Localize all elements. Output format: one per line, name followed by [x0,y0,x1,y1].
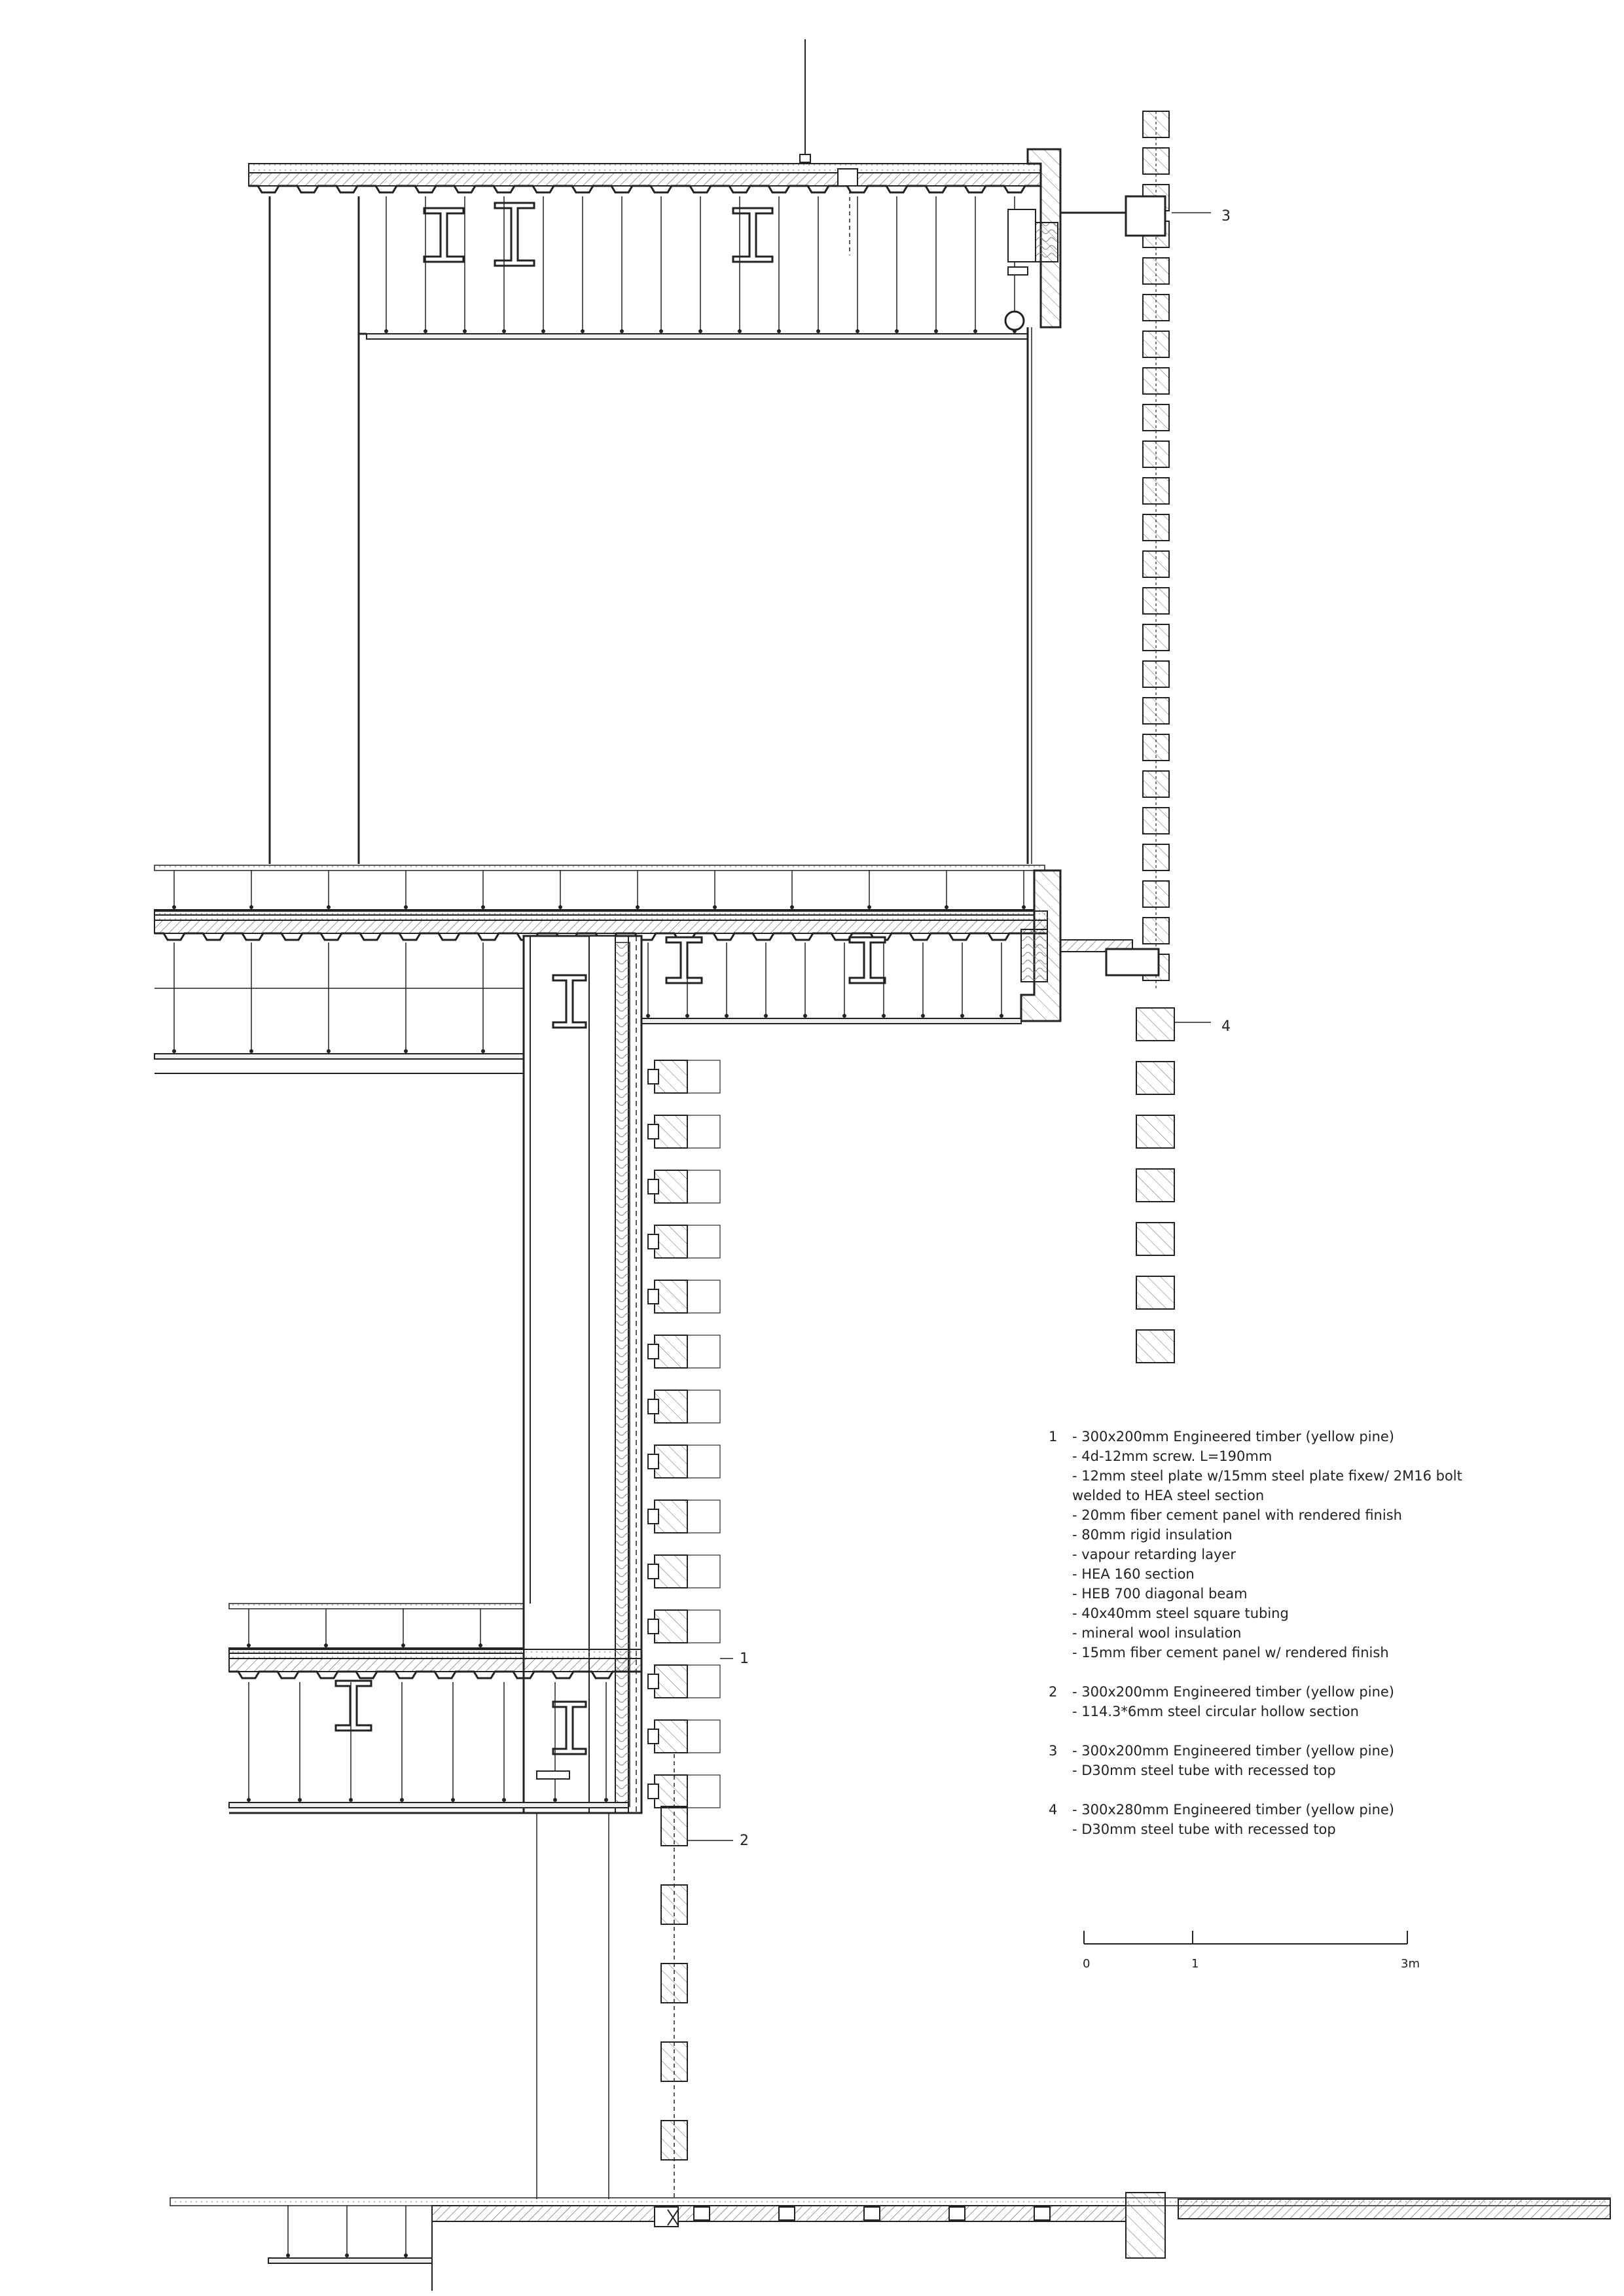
timber-louvre-lower [655,1555,687,1588]
roof-slab [249,164,1041,192]
hanger-clip [451,1798,455,1802]
ground-anchor [655,2207,678,2227]
louvre-ghost [687,1665,720,1698]
hanger-clip [698,329,702,333]
hanger-clip [777,329,781,333]
ceiling-board [268,2258,432,2263]
roof-beam-1 [424,208,463,262]
louvre-plate [648,1564,659,1579]
hanger-clip [401,1643,405,1647]
edge-channel [1008,209,1036,262]
ground-terrace [1178,2199,1610,2219]
hanger-clip [172,1049,176,1053]
louvre-ghost [687,1335,720,1368]
louvre-ghost [687,1445,720,1478]
hanger-clip [790,905,794,909]
hanger-clip [404,905,408,909]
louvre-bracket-4 [1106,949,1159,975]
note-line: - 4d-12mm screw. L=190mm [1072,1448,1272,1464]
note-number: 1 [1049,1429,1058,1444]
hanger-clip [973,329,977,333]
roof-joint [838,169,857,186]
timber-louvre-lower [655,1060,687,1093]
note-2 [1049,1682,1481,1721]
hanger-clip [249,905,253,909]
louvre-plate [648,1399,659,1414]
ceiling-board [628,1018,1021,1024]
steel-deck [249,186,1041,192]
hanger-clip [481,905,485,909]
floor-finish [229,1649,641,1659]
hanger-clip [738,329,742,333]
louvre-ghost [687,1500,720,1533]
timber-louvre-lower [655,1335,687,1368]
note-line: - 40x40mm steel square tubing [1072,1605,1289,1621]
hanger-clip [400,1798,404,1802]
louvre-plate [648,1729,659,1744]
hanger-clip [921,1014,925,1018]
louvre-plate [648,1234,659,1249]
louvre-ghost [687,1610,720,1643]
hanger-clip [247,1643,251,1647]
note-line: - 300x200mm Engineered timber (yellow pine) [1072,1429,1395,1444]
hanger-clip [960,1014,964,1018]
ground-edge [1126,2193,1165,2258]
louvre-plate [648,1179,659,1194]
hanger-clip [324,1643,328,1647]
mid-soffit [628,942,1021,1024]
hanger-clip [481,1049,485,1053]
hanger-clip [298,1798,302,1802]
ground-pedestal [1034,2207,1050,2220]
louvre-plate [648,1344,659,1359]
note-1 [1049,1427,1481,1662]
timber-louvre-screen [648,111,1174,2199]
hanger-clip [646,1014,650,1018]
note-line: welded to HEA steel section [1072,1488,1265,1503]
lower-beam [336,1681,371,1731]
building-structure [154,39,1610,2291]
core-insulation [615,942,630,1806]
hanger-clip [558,905,562,909]
hanger-clip [816,329,820,333]
roof-ceiling [367,196,1028,339]
hanger-clip [636,905,640,909]
note-number: 3 [1049,1743,1058,1759]
hanger-clip [803,1014,807,1018]
ceiling-board [154,1054,530,1059]
hanger-clip [842,1014,846,1018]
note-line: - mineral wool insulation [1072,1625,1242,1641]
timber-louvre-ground [661,2042,687,2081]
hanger-clip [882,1014,886,1018]
louvre-plate [648,1124,659,1139]
note-line: - 300x200mm Engineered timber (yellow pine) [1072,1684,1395,1700]
hanger-clip [541,329,545,333]
concrete-topping [154,920,1047,933]
note-line: - 15mm fiber cement panel w/ rendered finish [1072,1645,1389,1660]
note-line: - D30mm steel tube with recessed top [1072,1763,1336,1778]
note-line: - 12mm steel plate w/15mm steel plate fixew/ 2M16 bolt [1072,1468,1462,1484]
hanger-clip [895,329,899,333]
hanger-clip [713,905,717,909]
scale-label-3m: 3m [1401,1957,1420,1971]
note-3 [1049,1741,1481,1780]
louvre-plate [648,1454,659,1469]
scale-bar [1084,1931,1407,1944]
callout-label-3: 3 [1221,208,1231,224]
note-line: - 80mm rigid insulation [1072,1527,1233,1543]
hanger-clip [620,329,624,333]
louvre-ghost [687,1720,720,1753]
note-line: - HEB 700 diagonal beam [1072,1586,1248,1602]
ground-pedestal [949,2207,965,2220]
ceiling-board [367,334,1028,339]
louvre-plate [648,1289,659,1304]
timber-louvre-lower [655,1665,687,1698]
edge-plate [1008,267,1028,275]
louvre-ghost [687,1225,720,1258]
louvre-plate [648,1509,659,1524]
hanger-clip [934,329,938,333]
timber-louvre-large [1136,1008,1174,1041]
note-number: 2 [1049,1684,1058,1700]
callout-label-4: 4 [1221,1018,1231,1035]
louvre-ghost [687,1280,720,1313]
mid-edge-insulation [1021,929,1047,982]
note-line: - 20mm fiber cement panel with rendered finish [1072,1507,1402,1523]
timber-louvre-lower [655,1610,687,1643]
louvre-ghost [687,1555,720,1588]
timber-louvre-ground [661,1964,687,2003]
hanger-clip [424,329,427,333]
hanger-clip [856,329,859,333]
timber-louvre-large [1136,1330,1174,1363]
timber-louvre-lower [655,1115,687,1148]
note-line: - 114.3*6mm steel circular hollow section [1072,1704,1359,1719]
hanger-clip [604,1798,608,1802]
note-number: 4 [1049,1802,1058,1818]
timber-louvre-lower [655,1280,687,1313]
louvre-plate [648,1784,659,1799]
hanger-clip [581,329,585,333]
hanger-clip [659,329,663,333]
hanger-clip [867,905,871,909]
ground-pedestal [694,2207,710,2220]
ground-pedestal [779,2207,795,2220]
roof-beam-3 [733,208,772,262]
lower-pedestals [229,1609,524,1653]
hanger-clip [553,1798,557,1802]
hanger-clip [172,905,176,909]
louvre-ghost [687,1060,720,1093]
mid-beam-2 [850,937,885,983]
timber-louvre-large [1136,1169,1174,1202]
note-line: - 300x280mm Engineered timber (yellow pine) [1072,1802,1395,1818]
floor-finish [154,911,1047,920]
hanger-clip [1000,1014,1003,1018]
hanger-clip [247,1798,251,1802]
louvre-plate [648,1619,659,1634]
timber-louvre-large [1136,1276,1174,1309]
floor-finish [249,164,1041,173]
timber-louvre-lower [655,1225,687,1258]
louvre-plate [648,1674,659,1689]
timber-louvre-large [1136,1115,1174,1148]
concrete-topping [229,1659,641,1672]
note-line: - D30mm steel tube with recessed top [1072,1821,1336,1837]
hanger-clip [327,1049,331,1053]
timber-louvre-large [1136,1062,1174,1094]
hanger-clip [463,329,467,333]
mid-left-ceiling [154,942,530,1059]
rod-anchor [800,154,810,162]
concrete-topping [249,173,1041,186]
callout-label-2: 2 [740,1833,749,1849]
timber-louvre-lower [655,1445,687,1478]
louvre-ghost [687,1115,720,1148]
ceiling-board [229,1803,628,1808]
timber-louvre-lower [655,1170,687,1203]
timber-louvre-lower [655,1500,687,1533]
hanger-clip [1022,905,1026,909]
roof-beam-2 [495,203,534,266]
hanger-clip [345,2253,349,2257]
hanger-clip [404,1049,408,1053]
scale-label-1: 1 [1191,1957,1199,1971]
scale-label-0: 0 [1083,1957,1091,1971]
raised-floor-pedestals [154,870,1034,915]
hanger-clip [502,1798,506,1802]
note-line: - HEA 160 section [1072,1566,1195,1582]
note-line: - vapour retarding layer [1072,1547,1236,1562]
louvre-plate [648,1069,659,1084]
edge-tube [1005,312,1024,330]
lower-plate [537,1771,569,1779]
hanger-clip [725,1014,729,1018]
hanger-clip [249,1049,253,1053]
hanger-clip [945,905,948,909]
mid-beam-1 [666,937,702,983]
hanger-clip [286,2253,290,2257]
hanger-clip [404,2253,408,2257]
louvre-ghost [687,1390,720,1423]
ground-pedestal [864,2207,880,2220]
hanger-clip [502,329,506,333]
ground-supports [268,2206,432,2263]
timber-louvre-lower [655,1775,687,1808]
louvre-bracket-3 [1126,196,1165,236]
hanger-clip [327,905,331,909]
louvre-ghost [687,1170,720,1203]
louvre-ghost [687,1775,720,1808]
hanger-clip [764,1014,768,1018]
hanger-clip [349,1798,353,1802]
timber-louvre-lower [655,1720,687,1753]
hanger-clip [478,1643,482,1647]
callout-label-1: 1 [740,1651,749,1667]
hanger-clip [685,1014,689,1018]
timber-louvre-large [1136,1223,1174,1255]
hanger-clip [384,329,388,333]
lower-raised-floor [229,1604,524,1609]
timber-louvre-lower [655,1390,687,1423]
note-4 [1049,1800,1481,1839]
specification-notes [1049,1427,1481,1859]
raised-floor [154,865,1045,870]
core-cavity [589,936,615,1813]
note-line: - 300x200mm Engineered timber (yellow pine) [1072,1743,1395,1759]
